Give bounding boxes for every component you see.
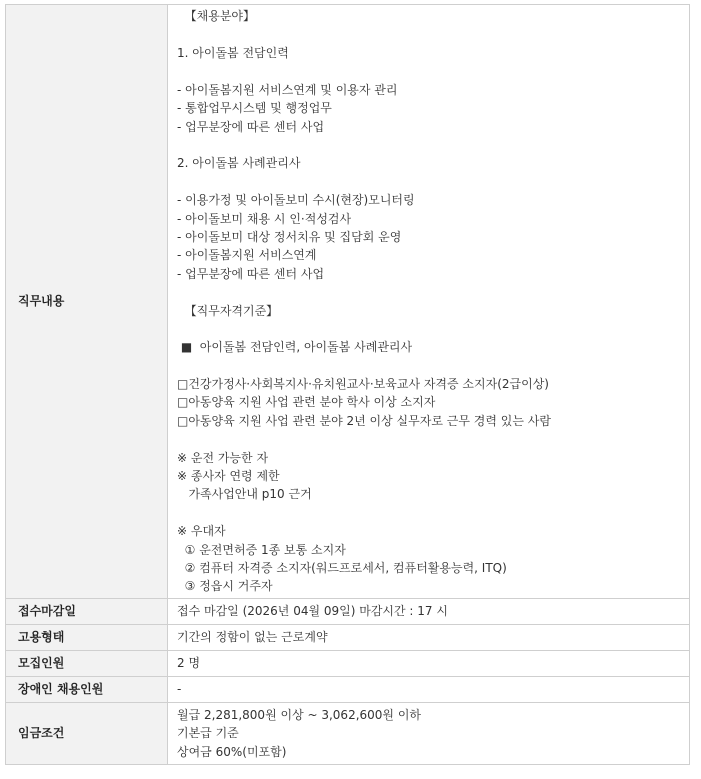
text-line: 기간의 정함이 없는 근로계약 xyxy=(177,630,328,645)
text-line: 상여금 60%(미포함) xyxy=(177,744,287,759)
text-line: 2 명 xyxy=(177,656,201,671)
value-headcount xyxy=(168,651,690,677)
text-line: - 업무분장에 따른 센터 사업 xyxy=(177,266,325,281)
label-employment-type: 고용형태 xyxy=(6,625,168,651)
row-job-description xyxy=(6,5,690,599)
text-line: 2. 아이돌봄 사례관리사 xyxy=(177,156,301,171)
text-line: □아동양육 지원 사업 관련 분야 2년 이상 실무자로 근무 경력 있는 사람 xyxy=(177,413,551,428)
row-headcount xyxy=(6,651,690,677)
value-salary xyxy=(168,703,690,765)
text-line: 가족사업안내 p10 근거 xyxy=(177,487,312,502)
text-line xyxy=(177,283,689,301)
text-line: ③ 정읍시 거주자 xyxy=(177,579,273,594)
row-salary xyxy=(6,703,690,765)
text-line: 1. 아이돌봄 전담인력 xyxy=(177,46,289,61)
text-line xyxy=(177,430,689,448)
text-line xyxy=(177,320,689,338)
text-line: - 업무분장에 따른 센터 사업 xyxy=(177,119,325,134)
text-line: 월급 2,281,800원 이상 ~ 3,062,600원 이하 xyxy=(177,707,422,722)
value-employment-type xyxy=(168,625,690,651)
text-line: ※ 운전 가능한 자 xyxy=(177,450,269,465)
text-line: ■ 아이돌봄 전담인력, 아이돌봄 사례관리사 xyxy=(177,340,413,355)
text-line: □건강가정사·사회복지사·유치원교사·보육교사 자격증 소지자(2급이상) xyxy=(177,377,549,392)
text-line: 【채용분야】 xyxy=(177,9,255,24)
text-line: - 아이돌봄지원 서비스연계 및 이용자 관리 xyxy=(177,82,398,97)
text-line: ※ 우대자 xyxy=(177,524,226,539)
label-headcount: 모집인원 xyxy=(6,651,168,677)
text-line: - 아이돌보미 채용 시 인·적성검사 xyxy=(177,211,352,226)
value-deadline xyxy=(168,599,690,625)
text-line: - xyxy=(177,682,182,697)
row-deadline xyxy=(6,599,690,625)
value-disabled-hiring xyxy=(168,677,690,703)
text-line xyxy=(177,26,689,44)
text-line: - 이용가정 및 아이돌보미 수시(현장)모니터링 xyxy=(177,193,415,208)
job-info-table xyxy=(5,4,690,765)
text-line: ※ 종사자 연령 제한 xyxy=(177,469,280,484)
label-disabled-hiring: 장애인 채용인원 xyxy=(6,677,168,703)
label-job-description: 직무내용 xyxy=(6,5,168,599)
text-line xyxy=(177,173,689,191)
text-line xyxy=(177,357,689,375)
text-line: - 아이돌봄지원 서비스연계 xyxy=(177,248,317,263)
text-line xyxy=(177,504,689,522)
row-employment-type xyxy=(6,625,690,651)
text-line: 접수 마감일 (2026년 04월 09일) 마감시간 : 17 시 xyxy=(177,604,448,619)
text-line: ② 컴퓨터 자격증 소지자(워드프로세서, 컴퓨터활용능력, ITQ) xyxy=(177,560,507,575)
text-line: □아동양육 지원 사업 관련 분야 학사 이상 소지자 xyxy=(177,395,436,410)
label-deadline: 접수마감일 xyxy=(6,599,168,625)
row-disabled-hiring xyxy=(6,677,690,703)
label-salary: 임금조건 xyxy=(6,703,168,765)
text-line xyxy=(177,62,689,80)
text-line: - 아이돌보미 대상 정서치유 및 집담회 운영 xyxy=(177,229,402,244)
text-line: ① 운전면허증 1종 보통 소지자 xyxy=(177,542,346,557)
text-line: - 통합업무시스템 및 행정업무 xyxy=(177,101,332,116)
text-line: 【직무자격기준】 xyxy=(177,303,279,318)
text-line: 기본급 기준 xyxy=(177,726,239,741)
value-job-description xyxy=(168,5,690,599)
text-line xyxy=(177,136,689,154)
